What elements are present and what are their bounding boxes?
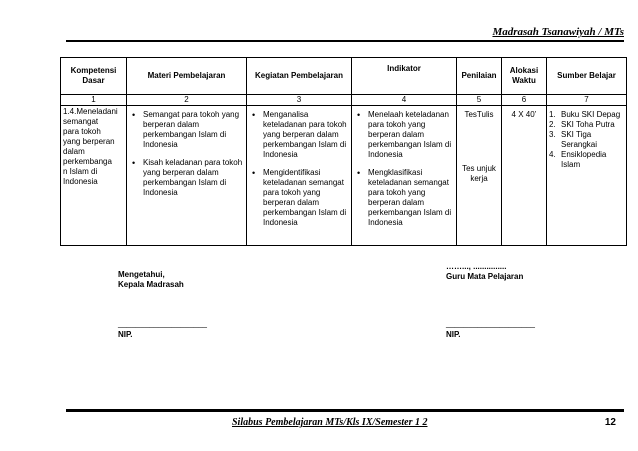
penilaian-cell: [457, 106, 502, 246]
syllabus-table: [60, 57, 627, 246]
sumber-cell: [547, 106, 627, 246]
left-signature-title: Mengetahui,: [118, 270, 165, 279]
right-signature-nip: NIP.: [446, 330, 461, 339]
right-place-date: ……..., ...............: [446, 262, 507, 271]
materi-item: • Kisah keladanan para tokoh yang berperan dalam perkembangan Islam di Indonesia: [143, 158, 244, 198]
page-number: 12: [604, 417, 616, 428]
kegiatan-item: • Menganalisa keteladanan para tokoh yang berperan dalam perkembangan Islam di Indonesia: [263, 110, 349, 160]
col-number: 2: [127, 95, 247, 106]
sumber-text: SKI Tiga Serangkai: [561, 130, 598, 149]
alokasi-cell: [502, 106, 547, 246]
footer-rule: [66, 409, 624, 412]
penilaian-item: Tes unjuk kerja: [462, 164, 496, 183]
table-row: [61, 106, 627, 246]
sumber-number: 3.: [549, 130, 556, 139]
table-header-row: [61, 58, 627, 95]
col-number: 4: [352, 95, 457, 106]
header-alokasi: Alokasi Waktu: [502, 58, 547, 95]
header-sumber: Sumber Belajar: [547, 58, 627, 95]
sumber-item: [549, 120, 624, 130]
col-number: 5: [457, 95, 502, 106]
sumber-text: SKI Toha Putra: [561, 120, 615, 129]
col-number: 6: [502, 95, 547, 106]
kompetensi-cell: 1.4.Meneladani semangat para tokoh yang berperan dalam perkembanga n Islam di Indonesia: [61, 106, 127, 246]
header-title: Madrasah Tsanawiyah / MTs: [492, 26, 624, 38]
table-number-row: [61, 95, 627, 106]
materi-cell: [127, 106, 247, 246]
sumber-number: 4.: [549, 150, 556, 159]
sumber-item: [549, 110, 624, 120]
indikator-item: • Menelaah keteladanan para tokoh yang berperan dalam perkembangan Islam di Indonesia: [368, 110, 454, 160]
sumber-number: 1.: [549, 110, 556, 119]
header-rule: [66, 40, 624, 42]
left-signature-nip: NIP.: [118, 330, 133, 339]
header-indikator: Indikator: [352, 58, 457, 95]
alokasi-value: 4 X 40’: [511, 110, 537, 119]
left-signature-role: Kepala Madrasah: [118, 280, 184, 289]
sumber-number: 2.: [549, 120, 556, 129]
left-signature-line: ____________________: [118, 319, 207, 328]
col-number: 7: [547, 95, 627, 106]
header-kegiatan: Kegiatan Pembelajaran: [247, 58, 352, 95]
materi-item: • Semangat para tokoh yang berperan dalam perkembangan Islam di Indonesia: [143, 110, 244, 150]
col-number: 3: [247, 95, 352, 106]
kegiatan-cell: [247, 106, 352, 246]
indikator-cell: [352, 106, 457, 246]
right-signature-role: Guru Mata Pelajaran: [446, 272, 524, 281]
sumber-item: [549, 130, 624, 150]
footer-title: Silabus Pembelajaran MTs/Kls IX/Semester 1 2: [232, 417, 428, 428]
sumber-text: Buku SKI Depag: [561, 110, 621, 119]
header-materi: Materi Pembelajaran: [127, 58, 247, 95]
header-kompetensi: Kompetensi Dasar: [61, 58, 127, 95]
col-number: 1: [61, 95, 127, 106]
header-penilaian: Penilaian: [457, 58, 502, 95]
kegiatan-item: • Mengidentifikasi keteladanan semangat para tokoh yang berperan dalam perkembangan Islam di Indonesia: [263, 168, 349, 228]
sumber-text: Ensiklopedia Islam: [561, 150, 607, 169]
indikator-item: • Mengklasifikasi keteladanan semangat para tokoh yang berperan dalam perkembangan Islam di Indonesia: [368, 168, 454, 228]
right-signature-line: ____________________: [446, 319, 535, 328]
penilaian-item: TesTulis: [464, 110, 494, 119]
sumber-item: [549, 150, 624, 170]
